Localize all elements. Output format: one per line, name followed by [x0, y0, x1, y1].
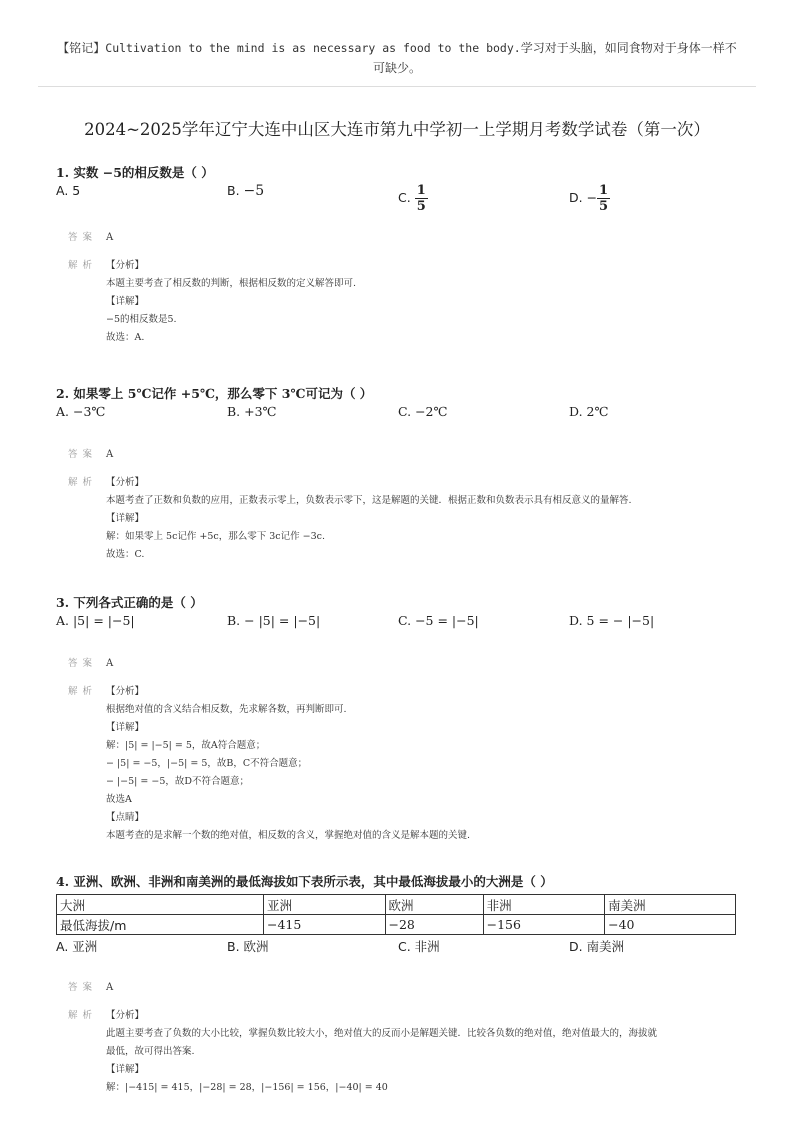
- analysis-line: − |−5| = −5，故D不符合题意；: [106, 776, 250, 787]
- analysis: [56, 1007, 746, 1097]
- analysis-line: 故选：C.: [106, 549, 145, 560]
- option-d: D. 2℃: [569, 404, 609, 419]
- option-c: C. 非洲: [398, 939, 440, 954]
- analysis-line: 故选：A.: [106, 332, 145, 343]
- analysis-line: 【分析】: [106, 1010, 145, 1021]
- analysis-line: 【分析】: [106, 260, 145, 271]
- analysis-label: 解 析: [68, 260, 94, 271]
- options: [56, 183, 746, 214]
- option-a: A. 亚洲: [56, 939, 98, 954]
- option-d: D. − $\frac{1}{5}$: [569, 183, 609, 214]
- question-stem: 2. 如果零上 5℃记作 +5℃，那么零下 3℃可记为（ ）: [56, 386, 373, 401]
- table-cell: 大洲: [57, 895, 264, 915]
- answer-label: 答 案: [68, 449, 94, 460]
- question-2: [56, 384, 746, 564]
- option-d: D. 南美洲: [569, 939, 625, 954]
- option-b: B. −5: [227, 183, 265, 199]
- analysis-line: 本题考查的是求解一个数的绝对值，相反数的含义，掌握绝对值的含义是解本题的关键.: [106, 830, 471, 841]
- motto-chinese-2: 可缺少。: [372, 61, 421, 75]
- question-stem: 4. 亚洲、欧洲、非洲和南美洲的最低海拔如下表所示表，其中最低海拔最小的大洲是（ ）: [56, 874, 553, 889]
- motto-english: Cultivation to the mind is as necessary as food to the body.: [105, 41, 521, 55]
- answer-value: A: [106, 658, 114, 669]
- option-b: B. − |5| = |−5|: [227, 613, 321, 628]
- option-b: B. +3℃: [227, 404, 277, 419]
- analysis-line: 解：|5| = |−5| = 5，故A符合题意；: [106, 740, 266, 751]
- answer-row: [56, 229, 746, 247]
- table-cell: 最低海拔/m: [57, 915, 264, 935]
- answer-label: 答 案: [68, 658, 94, 669]
- option-d: D. 5 = − |−5|: [569, 613, 655, 628]
- question-4: [56, 872, 746, 1097]
- analysis-label: 解 析: [68, 686, 94, 697]
- question-stem: 3. 下列各式正确的是（ ）: [56, 595, 203, 610]
- answer-row: [56, 979, 746, 997]
- answer-row: [56, 446, 746, 464]
- analysis-line: 最低，故可得出答案.: [106, 1046, 195, 1057]
- table-cell: 亚洲: [264, 895, 386, 915]
- analysis-line: 【分析】: [106, 477, 145, 488]
- option-b: B. 欧洲: [227, 939, 269, 954]
- motto-prefix: 【铭记】: [57, 41, 106, 55]
- analysis-line: 本题考查了正数和负数的应用，正数表示零上，负数表示零下，这是解题的关键．根据正数和负数表示具有相反意义的量解答.: [106, 495, 632, 506]
- question-stem: 1. 实数 −5的相反数是（ ）: [56, 165, 214, 180]
- answer-value: A: [106, 982, 114, 993]
- question-3: [56, 593, 746, 845]
- analysis-line: 根据绝对值的含义结合相反数，先求解各数，再判断即可.: [106, 704, 347, 715]
- analysis-line: 【详解】: [106, 722, 145, 733]
- table-cell: −415: [264, 915, 386, 935]
- page-title: 2024~2025学年辽宁大连中山区大连市第九中学初一上学期月考数学试卷（第一次）: [84, 120, 710, 139]
- option-a: A. −3℃: [56, 404, 106, 419]
- altitude-table: [56, 894, 736, 935]
- option-c: C. $\frac{1}{5}$: [398, 183, 426, 214]
- analysis-line: 【详解】: [106, 296, 145, 307]
- options: [56, 404, 746, 428]
- table-row: [57, 915, 736, 935]
- option-c: C. −5 = |−5|: [398, 613, 479, 628]
- table-cell: 南美洲: [605, 895, 736, 915]
- table-cell: −40: [605, 915, 736, 935]
- motto: [40, 38, 754, 78]
- option-a: A. 5: [56, 183, 81, 198]
- motto-chinese-1: 学习对于头脑，如同食物对于身体一样不: [520, 41, 737, 55]
- answer-value: A: [106, 449, 114, 460]
- answer-label: 答 案: [68, 982, 94, 993]
- analysis: [56, 474, 746, 564]
- question-1: [56, 163, 746, 347]
- table-cell: 欧洲: [385, 895, 483, 915]
- table-row: [57, 895, 736, 915]
- analysis-line: 【点睛】: [106, 812, 145, 823]
- analysis: [56, 683, 746, 845]
- answer-value: A: [106, 232, 114, 243]
- analysis-line: 【详解】: [106, 1064, 145, 1075]
- analysis-line: 此题主要考查了负数的大小比较，掌握负数比较大小，绝对值大的反而小是解题关键．比较各负数的绝对值，绝对值最大的，海拔就: [106, 1028, 658, 1039]
- analysis-line: −5的相反数是5.: [106, 314, 177, 325]
- analysis-line: 【详解】: [106, 513, 145, 524]
- analysis-label: 解 析: [68, 1010, 94, 1021]
- analysis-line: − |5| = −5，|−5| = 5，故B，C不符合题意；: [106, 758, 308, 769]
- analysis-label: 解 析: [68, 477, 94, 488]
- answer-row: [56, 655, 746, 673]
- table-cell: −28: [385, 915, 483, 935]
- analysis: [56, 257, 746, 347]
- options: [56, 937, 746, 961]
- analysis-line: 本题主要考查了相反数的判断，根据相反数的定义解答即可.: [106, 278, 357, 289]
- answer-label: 答 案: [68, 232, 94, 243]
- table-cell: −156: [483, 915, 605, 935]
- option-c: C. −2℃: [398, 404, 448, 419]
- option-a: A. |5| = |−5|: [56, 613, 135, 628]
- analysis-line: 故选A: [106, 794, 132, 805]
- analysis-line: 【分析】: [106, 686, 145, 697]
- options: [56, 613, 746, 637]
- analysis-line: 解：如果零上 5c记作 +5c，那么零下 3c记作 −3c.: [106, 531, 325, 542]
- table-cell: 非洲: [483, 895, 605, 915]
- analysis-line: 解：|−415| = 415，|−28| = 28，|−156| = 156，|−40| = 40: [106, 1082, 388, 1093]
- divider: [38, 86, 756, 87]
